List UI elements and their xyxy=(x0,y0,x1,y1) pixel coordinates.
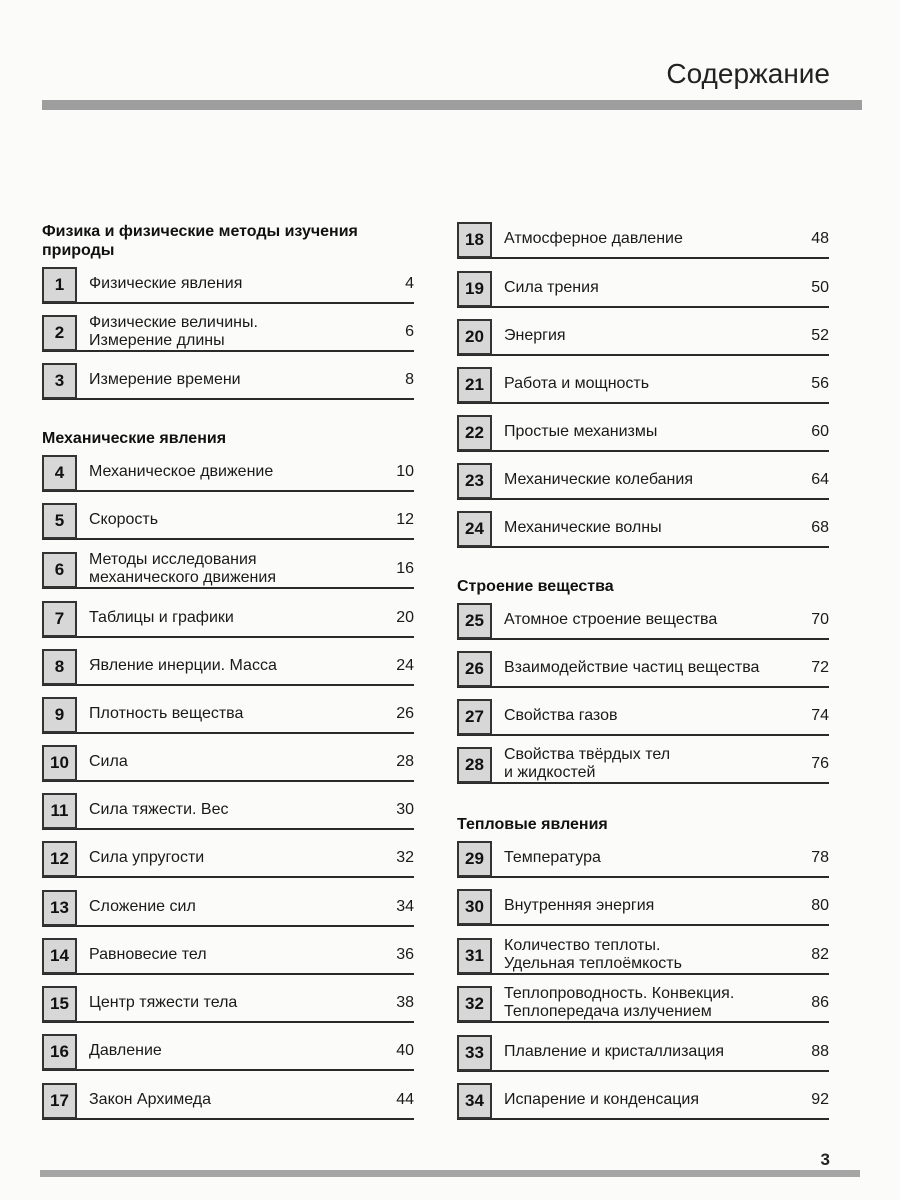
toc-item[interactable] xyxy=(457,985,829,1023)
chapter-title: Механическое движение xyxy=(89,463,274,480)
chapter-page: 28 xyxy=(396,753,414,770)
toc-item[interactable] xyxy=(42,551,414,589)
chapter-title: Испарение и конденсация xyxy=(504,1091,700,1108)
toc-item[interactable] xyxy=(42,792,414,830)
chapter-title: Температура xyxy=(504,849,601,866)
toc-item[interactable] xyxy=(42,1082,414,1120)
toc-item[interactable] xyxy=(42,744,414,782)
chapter-number: 17 xyxy=(42,1083,77,1119)
chapter-number: 16 xyxy=(42,1034,77,1070)
chapter-number: 29 xyxy=(457,841,492,877)
chapter-title: Простые механизмы xyxy=(504,423,658,440)
chapter-number: 22 xyxy=(457,415,492,451)
chapter-number: 18 xyxy=(457,222,492,258)
chapter-number: 6 xyxy=(42,552,77,588)
chapter-title: Сложение сил xyxy=(89,898,196,915)
chapter-title: Механические волны xyxy=(504,519,662,536)
chapter-number: 4 xyxy=(42,455,77,491)
chapter-title: Плотность вещества xyxy=(89,705,244,722)
chapter-page: 30 xyxy=(396,801,414,818)
chapter-title: Центр тяжести тела xyxy=(89,994,238,1011)
section-title-mechanical: Механические явления xyxy=(42,430,227,447)
chapter-number: 11 xyxy=(42,793,77,829)
toc-item[interactable] xyxy=(42,502,414,540)
chapter-page: 38 xyxy=(396,994,414,1011)
page-number: 3 xyxy=(820,1150,830,1169)
chapter-title: Свойства твёрдых тел и жидкостей xyxy=(504,746,671,781)
toc-item[interactable] xyxy=(42,362,414,400)
toc-item[interactable] xyxy=(42,985,414,1023)
chapter-page: 88 xyxy=(811,1043,829,1060)
toc-item[interactable] xyxy=(42,314,414,352)
section-title-thermal: Тепловые явления xyxy=(457,816,608,833)
chapter-title: Взаимодействие частиц вещества xyxy=(504,659,760,676)
chapter-page: 26 xyxy=(396,705,414,722)
toc-item[interactable] xyxy=(457,840,829,878)
chapter-title: Давление xyxy=(89,1042,162,1059)
toc-item[interactable] xyxy=(457,221,829,259)
toc-item[interactable] xyxy=(457,602,829,640)
chapter-title: Сила трения xyxy=(504,279,599,296)
footer-rule xyxy=(40,1170,860,1177)
chapter-number: 8 xyxy=(42,649,77,685)
chapter-page: 32 xyxy=(396,849,414,866)
chapter-page: 20 xyxy=(396,609,414,626)
chapter-page: 72 xyxy=(811,659,829,676)
chapter-number: 25 xyxy=(457,603,492,639)
toc-item[interactable] xyxy=(42,889,414,927)
chapter-number: 10 xyxy=(42,745,77,781)
chapter-page: 8 xyxy=(405,371,414,388)
chapter-page: 36 xyxy=(396,946,414,963)
chapter-title: Измерение времени xyxy=(89,371,241,388)
chapter-number: 30 xyxy=(457,889,492,925)
chapter-title: Физические явления xyxy=(89,275,243,292)
chapter-title: Физические величины. Измерение длины xyxy=(89,314,258,349)
chapter-number: 19 xyxy=(457,271,492,307)
chapter-number: 27 xyxy=(457,699,492,735)
toc-item[interactable] xyxy=(457,650,829,688)
toc-item[interactable] xyxy=(457,510,829,548)
chapter-title: Атмосферное давление xyxy=(504,230,683,247)
section-title-matter-structure: Строение вещества xyxy=(457,578,614,595)
page-title: Содержание xyxy=(666,58,830,89)
chapter-number: 12 xyxy=(42,841,77,877)
chapter-page: 52 xyxy=(811,327,829,344)
header-rule xyxy=(42,100,862,110)
chapter-page: 76 xyxy=(811,755,829,772)
chapter-page: 56 xyxy=(811,375,829,392)
chapter-title: Энергия xyxy=(504,327,566,344)
chapter-page: 12 xyxy=(396,511,414,528)
toc-item[interactable] xyxy=(457,318,829,356)
toc-item[interactable] xyxy=(457,1082,829,1120)
chapter-number: 28 xyxy=(457,747,492,783)
chapter-title: Свойства газов xyxy=(504,707,618,724)
toc-item[interactable] xyxy=(42,937,414,975)
chapter-number: 5 xyxy=(42,503,77,539)
toc-item[interactable] xyxy=(457,366,829,404)
chapter-number: 32 xyxy=(457,986,492,1022)
section-title-physics-methods: Физика и физические методы изучения природы xyxy=(42,223,358,259)
chapter-number: 26 xyxy=(457,651,492,687)
toc-item[interactable] xyxy=(457,698,829,736)
toc-item[interactable] xyxy=(42,696,414,734)
chapter-title: Явление инерции. Масса xyxy=(89,657,277,674)
toc-item[interactable] xyxy=(457,888,829,926)
chapter-page: 70 xyxy=(811,611,829,628)
chapter-title: Сила упругости xyxy=(89,849,205,866)
chapter-page: 24 xyxy=(396,657,414,674)
chapter-page: 78 xyxy=(811,849,829,866)
chapter-page: 82 xyxy=(811,946,829,963)
chapter-page: 74 xyxy=(811,707,829,724)
toc-item[interactable] xyxy=(42,454,414,492)
chapter-title: Закон Архимеда xyxy=(89,1091,212,1108)
chapter-title: Методы исследования механического движения xyxy=(89,551,276,586)
chapter-title: Таблицы и графики xyxy=(89,609,234,626)
chapter-title: Плавление и кристаллизация xyxy=(504,1043,725,1060)
chapter-page: 86 xyxy=(811,994,829,1011)
chapter-number: 1 xyxy=(42,267,77,303)
chapter-page: 16 xyxy=(396,560,414,577)
chapter-number: 2 xyxy=(42,315,77,351)
chapter-number: 14 xyxy=(42,938,77,974)
chapter-page: 68 xyxy=(811,519,829,536)
toc-item[interactable] xyxy=(42,266,414,304)
chapter-page: 6 xyxy=(405,323,414,340)
chapter-page: 64 xyxy=(811,471,829,488)
toc-item[interactable] xyxy=(42,600,414,638)
chapter-number: 13 xyxy=(42,890,77,926)
chapter-title: Сила xyxy=(89,753,128,770)
chapter-title: Сила тяжести. Вес xyxy=(89,801,229,818)
chapter-title: Количество теплоты. Удельная теплоёмкость xyxy=(504,937,682,972)
chapter-number: 15 xyxy=(42,986,77,1022)
chapter-title: Внутренняя энергия xyxy=(504,897,655,914)
chapter-page: 10 xyxy=(396,463,414,480)
chapter-title: Теплопроводность. Конвекция. Теплопередача излучением xyxy=(504,985,735,1020)
chapter-title: Работа и мощность xyxy=(504,375,650,392)
chapter-number: 20 xyxy=(457,319,492,355)
chapter-page: 92 xyxy=(811,1091,829,1108)
toc-item[interactable] xyxy=(42,648,414,686)
chapter-title: Равновесие тел xyxy=(89,946,207,963)
chapter-number: 24 xyxy=(457,511,492,547)
chapter-page: 60 xyxy=(811,423,829,440)
toc-item[interactable] xyxy=(457,462,829,500)
chapter-page: 44 xyxy=(396,1091,414,1108)
toc-item[interactable] xyxy=(457,270,829,308)
chapter-page: 50 xyxy=(811,279,829,296)
chapter-page: 48 xyxy=(811,230,829,247)
chapter-number: 3 xyxy=(42,363,77,399)
chapter-title: Атомное строение вещества xyxy=(504,611,718,628)
chapter-title: Механические колебания xyxy=(504,471,693,488)
chapter-page: 40 xyxy=(396,1042,414,1059)
chapter-number: 33 xyxy=(457,1035,492,1071)
chapter-number: 31 xyxy=(457,938,492,974)
chapter-number: 9 xyxy=(42,697,77,733)
toc-item[interactable] xyxy=(457,414,829,452)
toc-item[interactable] xyxy=(457,937,829,975)
toc-item[interactable] xyxy=(42,840,414,878)
toc-item[interactable] xyxy=(457,1034,829,1072)
chapter-title: Скорость xyxy=(89,511,159,528)
chapter-page: 4 xyxy=(405,275,414,292)
toc-item[interactable] xyxy=(42,1033,414,1071)
chapter-number: 34 xyxy=(457,1083,492,1119)
chapter-page: 80 xyxy=(811,897,829,914)
chapter-number: 21 xyxy=(457,367,492,403)
chapter-number: 23 xyxy=(457,463,492,499)
chapter-number: 7 xyxy=(42,601,77,637)
toc-item[interactable] xyxy=(457,746,829,784)
chapter-page: 34 xyxy=(396,898,414,915)
